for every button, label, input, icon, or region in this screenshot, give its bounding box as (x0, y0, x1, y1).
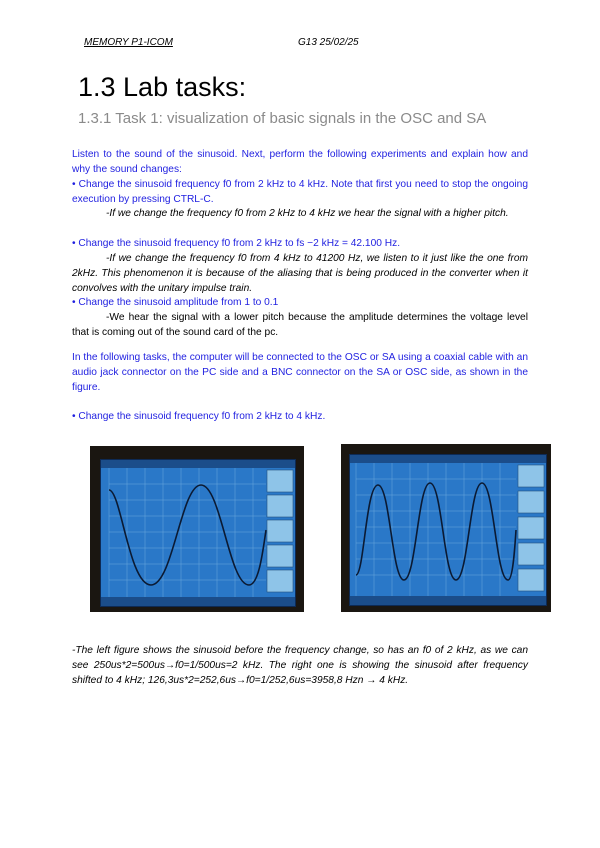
scope-screen-right (349, 454, 547, 606)
section-subtitle: 1.3.1 Task 1: visualization of basic signals in the OSC and SA (78, 110, 487, 127)
conclusion-paragraph: -The left figure shows the sinusoid before the frequency change, so has an f0 of 2 kHz, as we can see 250us*2=500us→f0=1/500us=2 kHz. The right one is showing the sinusoid after frequency shifted to 4 kHz; 126,3us*2=252,6us→f0=1/252,6us=3958,8 Hzn → 4 kHz. (72, 645, 528, 686)
header-right: G13 25/02/25 (298, 37, 359, 48)
bullet-1: • Change the sinusoid frequency f0 from 2 kHz to 4 kHz. Note that first you need to stop the ongoing execution by pressing CTRL-C. (72, 179, 528, 205)
answer-1: -If we change the frequency f0 from 2 kHz to 4 kHz we hear the signal with a higher pitch. (106, 208, 509, 219)
setup-paragraph: In the following tasks, the computer will be connected to the OSC or SA using a coaxial cable with an audio jack connector on the PC side and a BNC connector on the SA or OSC side, as shown in the figure. (72, 352, 528, 393)
oscilloscope-photo-right (341, 444, 551, 612)
bullet-4: • Change the sinusoid frequency f0 from 2 kHz to 4 kHz. (72, 411, 326, 422)
bullet-3: • Change the sinusoid amplitude from 1 to 0.1 (72, 297, 279, 308)
bullet-2: • Change the sinusoid frequency f0 from 2 kHz to fs −2 kHz = 42.100 Hz. (72, 238, 401, 249)
header-left: MEMORY P1-ICOM (84, 37, 173, 48)
scope-screen-left (100, 459, 296, 607)
section-title: 1.3 Lab tasks: (78, 72, 247, 102)
oscilloscope-photo-left (90, 446, 304, 612)
answer-2: -If we change the frequency f0 from 4 kHz to 41200 Hz, we listen to it just like the one from 2kHz. This phenomenon it is because of the aliasing that is being produced in the converter when it convolves with the unitary impulse train. (72, 253, 528, 294)
scope-trace-right (350, 455, 546, 605)
answer-3: -We hear the signal with a lower pitch because the amplitude determines the voltage level that is coming out of the sound card of the pc. (72, 312, 528, 338)
scope-trace-left (101, 460, 295, 606)
intro-paragraph: Listen to the sound of the sinusoid. Next, perform the following experiments and explain how and why the sound changes: (72, 149, 528, 175)
